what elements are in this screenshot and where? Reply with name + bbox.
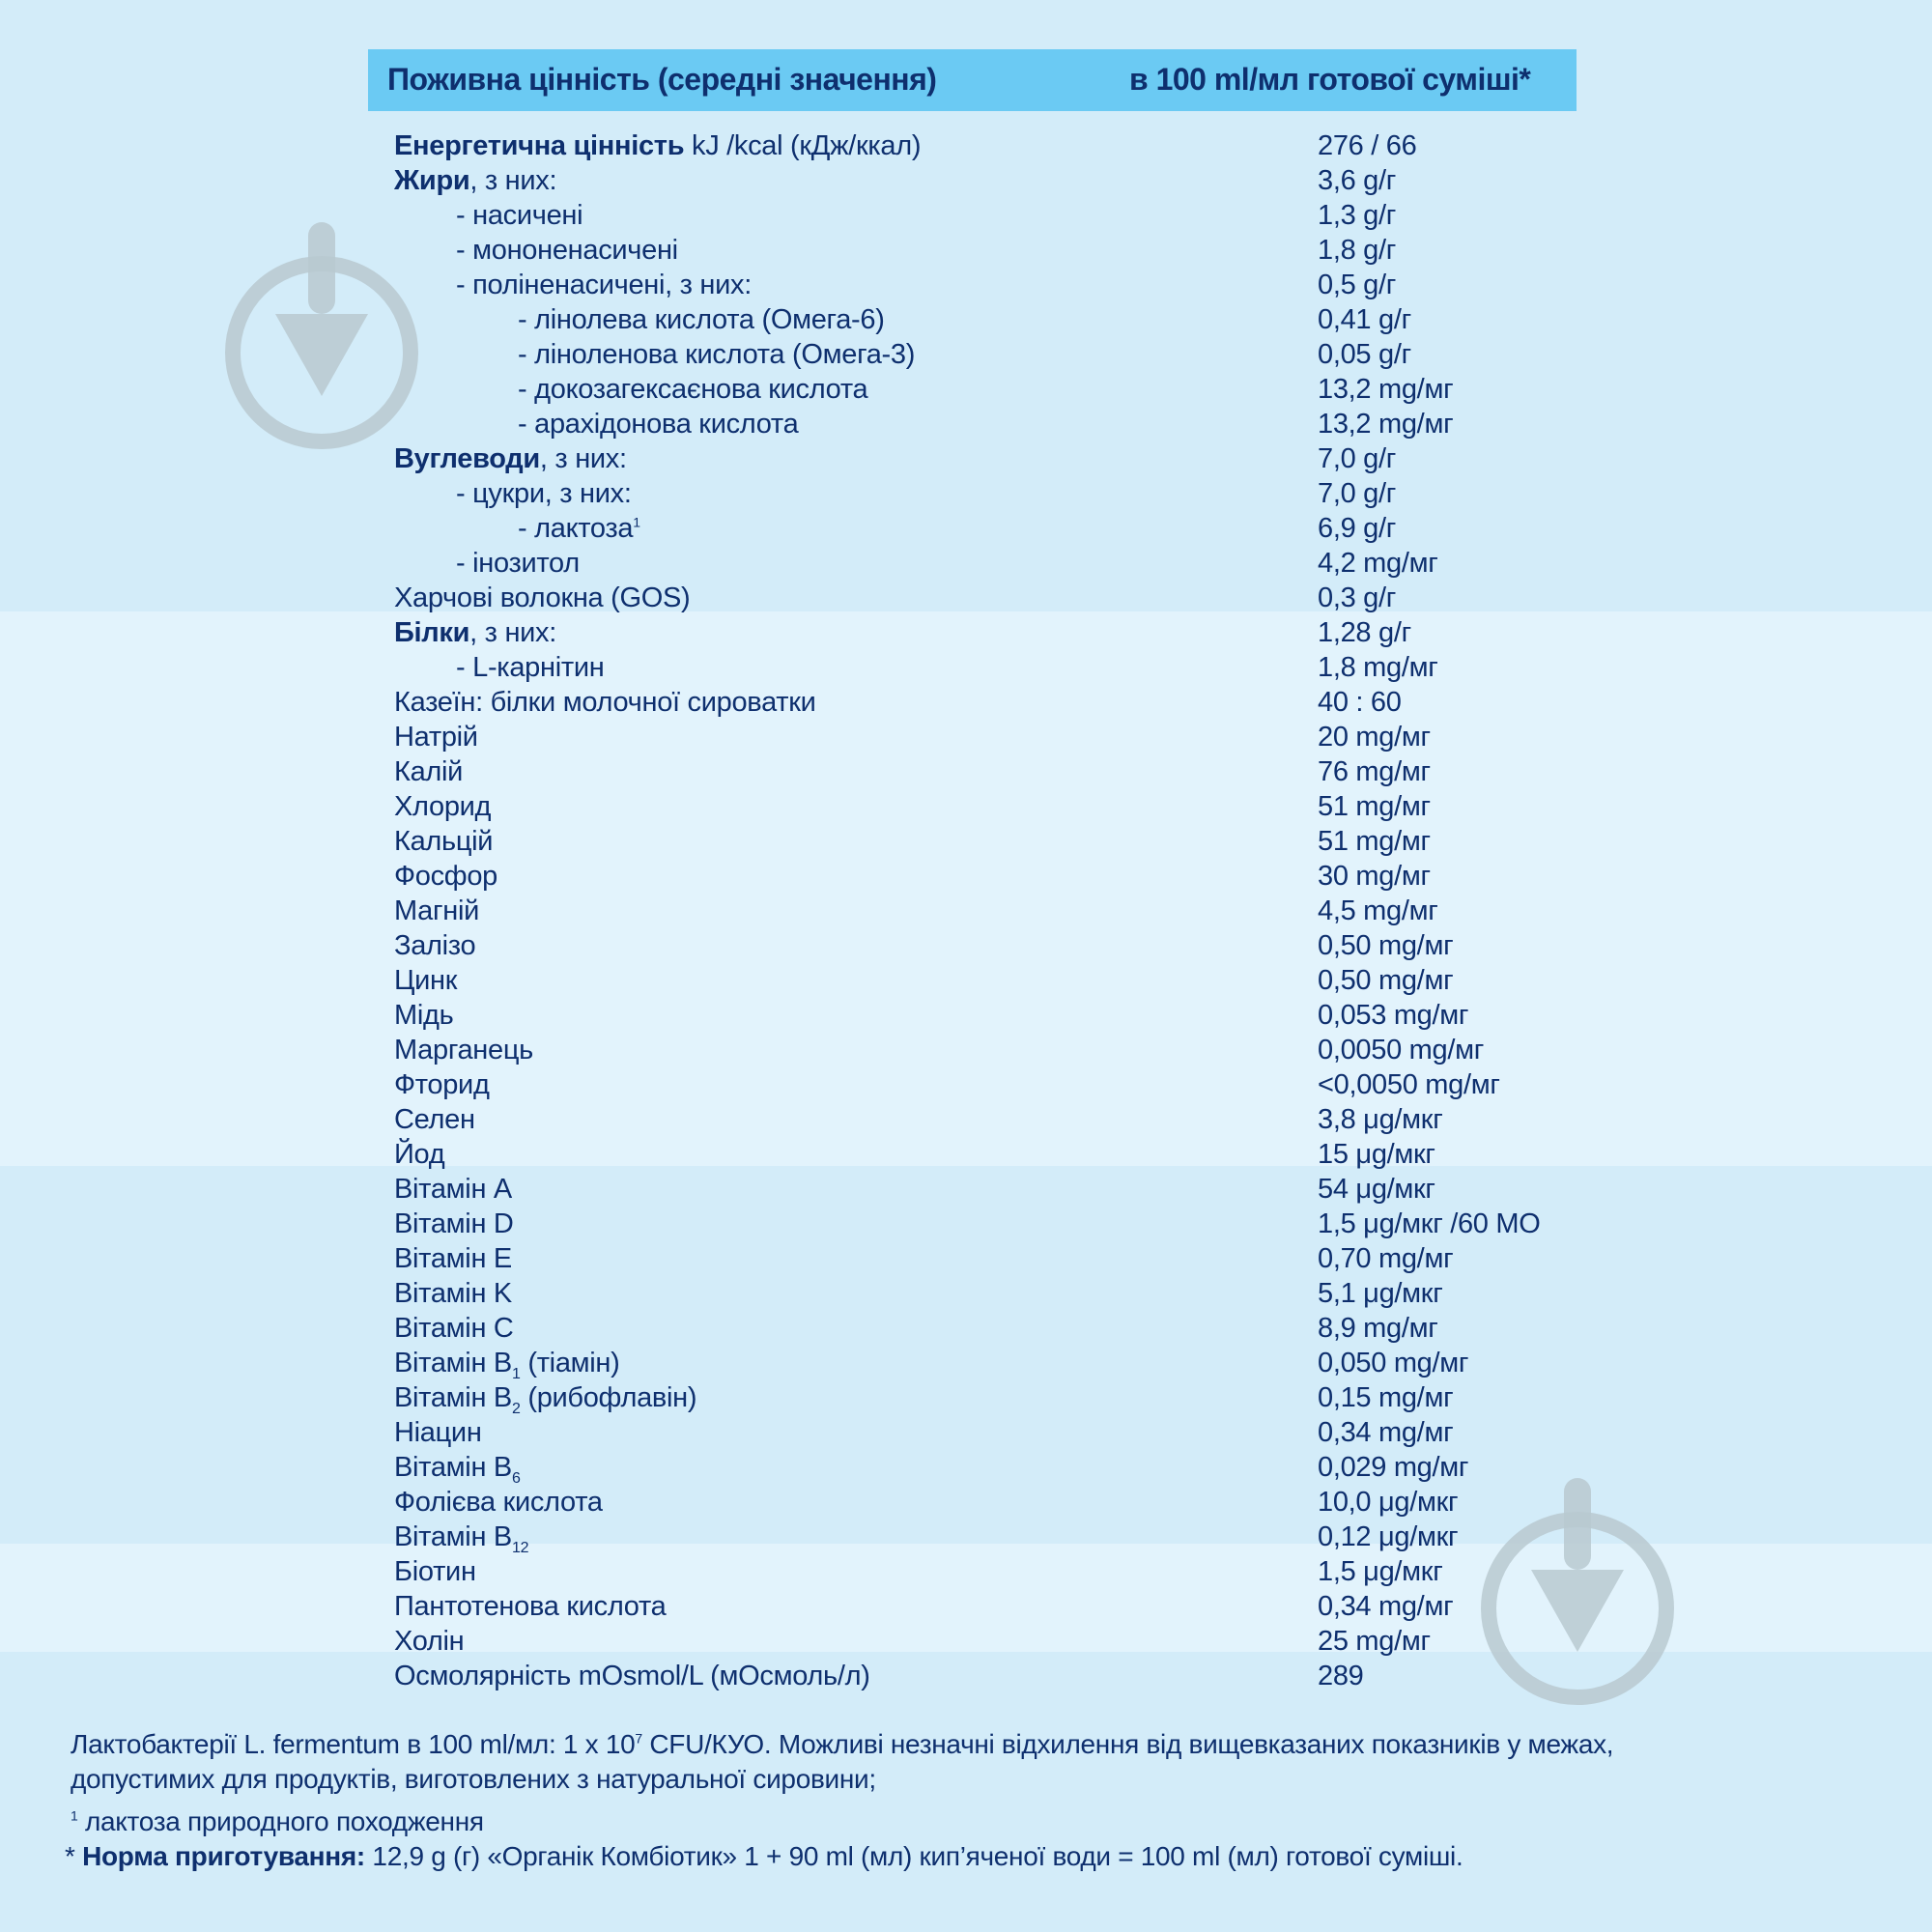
nutrient-value: 1,8 mg/мг	[1318, 652, 1438, 683]
nutrient-value: 40 : 60	[1318, 687, 1402, 718]
table-row	[394, 1033, 1592, 1067]
nutrient-value: 4,2 mg/мг	[1318, 548, 1438, 579]
table-row	[394, 1241, 1592, 1276]
nutrient-value: 25 mg/мг	[1318, 1626, 1431, 1657]
nutrient-name: Фосфор	[394, 861, 497, 892]
nutrient-value: 13,2 mg/мг	[1318, 374, 1454, 405]
table-row	[394, 1207, 1592, 1241]
footnotes	[65, 1727, 1887, 1874]
nutrient-name: Вітамін D	[394, 1208, 514, 1239]
table-row	[394, 581, 1592, 615]
table-row	[394, 511, 1592, 546]
nutrient-name: - ліноленова кислота (Омега-3)	[518, 339, 916, 370]
table-row	[394, 998, 1592, 1033]
nutrient-value: 0,41 g/г	[1318, 304, 1411, 335]
nutrient-value: 20 mg/мг	[1318, 722, 1431, 753]
nutrient-value: 0,34 mg/мг	[1318, 1591, 1454, 1622]
nutrient-name: Білки, з них:	[394, 617, 557, 648]
nutrient-name: - цукри, з них:	[456, 478, 632, 509]
nutrient-name: Пантотенова кислота	[394, 1591, 667, 1622]
table-header	[368, 49, 1577, 111]
nutrient-name: Калій	[394, 756, 464, 787]
table-row	[394, 1172, 1592, 1207]
nutrient-name: Вітамін А	[394, 1174, 512, 1205]
table-row	[394, 615, 1592, 650]
nutrient-value: 0,05 g/г	[1318, 339, 1411, 370]
table-row	[394, 546, 1592, 581]
table-row	[394, 163, 1592, 198]
nutrient-name: Вітамін E	[394, 1243, 512, 1274]
table-row	[394, 963, 1592, 998]
nutrient-name: Магній	[394, 895, 480, 926]
table-row	[394, 268, 1592, 302]
nutrient-name: - L-карнітин	[456, 652, 605, 683]
nutrient-name: - докозагексаєнова кислота	[518, 374, 868, 405]
nutrient-name: - насичені	[456, 200, 583, 231]
nutrient-name: Вуглеводи, з них:	[394, 443, 627, 474]
nutrient-value: 1,5 μg/мкг /60 МО	[1318, 1208, 1541, 1239]
table-row	[394, 650, 1592, 685]
nutrient-value: 1,8 g/г	[1318, 235, 1397, 266]
table-row	[394, 754, 1592, 789]
nutrient-name: Фолієва кислота	[394, 1487, 603, 1518]
table-row	[394, 685, 1592, 720]
header-per-100ml-column: в 100 ml/мл готової суміші*	[1129, 62, 1531, 97]
nutrient-name: Ніацин	[394, 1417, 482, 1448]
nutrient-value: 276 / 66	[1318, 130, 1417, 161]
table-row	[394, 789, 1592, 824]
footnote-lactobacteria: Лактобактерії L. fermentum в 100 ml/мл: 1 x $10^7$ CFU/КУО. Можливі незначні відхилення від вищевказаних показників у межах,	[71, 1729, 1614, 1759]
nutrient-name: - інозитол	[456, 548, 580, 579]
nutrient-value: 1,5 μg/мкг	[1318, 1556, 1443, 1587]
nutrient-name: Фторид	[394, 1069, 490, 1100]
table-row	[394, 337, 1592, 372]
nutrient-value: 13,2 mg/мг	[1318, 409, 1454, 440]
nutrient-value: 0,50 mg/мг	[1318, 930, 1454, 961]
table-row	[394, 720, 1592, 754]
nutrient-value: 1,3 g/г	[1318, 200, 1397, 231]
nutrient-value: 0,15 mg/мг	[1318, 1382, 1454, 1413]
table-row	[394, 233, 1592, 268]
nutrient-name: Харчові волокна (GOS)	[394, 582, 691, 613]
nutrient-name: Вітамін $B_6$	[394, 1452, 521, 1487]
nutrient-value: 0,50 mg/мг	[1318, 965, 1454, 996]
nutrient-name: Залізо	[394, 930, 476, 961]
nutrient-value: 0,050 mg/мг	[1318, 1348, 1469, 1378]
nutrient-name: Мідь	[394, 1000, 454, 1031]
nutrient-value: 51 mg/мг	[1318, 791, 1431, 822]
nutrient-name: - поліненасичені, з них:	[456, 270, 752, 300]
nutrient-name: Вітамін K	[394, 1278, 512, 1309]
table-row	[394, 1276, 1592, 1311]
nutrient-value: 6,9 g/г	[1318, 513, 1397, 544]
nutrient-value: 0,5 g/г	[1318, 270, 1397, 300]
table-row	[394, 1450, 1592, 1485]
nutrient-name: Вітамін C	[394, 1313, 514, 1344]
nutrient-value: 3,6 g/г	[1318, 165, 1397, 196]
nutrient-name: Кальцій	[394, 826, 494, 857]
nutrient-value: 0,053 mg/мг	[1318, 1000, 1469, 1031]
nutrient-value: 0,029 mg/мг	[1318, 1452, 1469, 1483]
nutrient-name: Вітамін $B_2$ (рибофлавін)	[394, 1382, 697, 1417]
table-row	[394, 859, 1592, 894]
footnote-preparation: * Норма приготування: 12,9 g (г) «Органік Комбіотик» 1 + 90 ml (мл) кип’яченої води = 100 ml (мл) готової суміші.	[65, 1841, 1463, 1871]
table-row	[394, 1659, 1592, 1693]
table-row	[394, 1102, 1592, 1137]
nutrient-value: 5,1 μg/мкг	[1318, 1278, 1443, 1309]
nutrient-name: Хлорид	[394, 791, 492, 822]
nutrient-name: - арахідонова кислота	[518, 409, 799, 440]
table-row	[394, 128, 1592, 163]
header-nutrient-column: Поживна цінність (середні значення)	[387, 62, 937, 97]
nutrient-value: <0,0050 mg/мг	[1318, 1069, 1500, 1100]
nutrient-name: Вітамін $B_1$ (тіамін)	[394, 1348, 620, 1382]
nutrition-table	[394, 128, 1592, 1693]
nutrient-value: 30 mg/мг	[1318, 861, 1431, 892]
nutrient-name: Натрій	[394, 722, 478, 753]
table-row	[394, 302, 1592, 337]
nutrient-name: - мононенасичені	[456, 235, 678, 266]
nutrient-name: - лактоза$^1$	[518, 513, 640, 544]
nutrient-value: 76 mg/мг	[1318, 756, 1431, 787]
table-row	[394, 476, 1592, 511]
nutrient-value: 10,0 μg/мкг	[1318, 1487, 1459, 1518]
nutrient-value: 4,5 mg/мг	[1318, 895, 1438, 926]
table-row	[394, 1589, 1592, 1624]
table-row	[394, 407, 1592, 441]
nutrient-value: 15 μg/мкг	[1318, 1139, 1435, 1170]
nutrient-name: Холін	[394, 1626, 465, 1657]
footnote-lactobacteria-cont: допустимих для продуктів, виготовлених з натуральної сировини;	[71, 1764, 876, 1794]
table-row	[394, 441, 1592, 476]
nutrient-name: Селен	[394, 1104, 475, 1135]
nutrient-value: 0,12 μg/мкг	[1318, 1521, 1459, 1552]
nutrient-name: Енергетична цінність kJ /kcal (кДж/ккал)	[394, 130, 922, 161]
nutrient-name: Осмолярність mOsmol/L (мОсмоль/л)	[394, 1661, 870, 1691]
nutrient-value: 54 μg/мкг	[1318, 1174, 1435, 1205]
table-row	[394, 198, 1592, 233]
table-row	[394, 1311, 1592, 1346]
table-row	[394, 1624, 1592, 1659]
nutrient-name: Вітамін $B_{12}$	[394, 1521, 529, 1556]
nutrient-name: Йод	[394, 1139, 445, 1170]
nutrient-name: - лінолева кислота (Омега-6)	[518, 304, 885, 335]
nutrient-name: Біотин	[394, 1556, 476, 1587]
nutrient-value: 0,34 mg/мг	[1318, 1417, 1454, 1448]
table-row	[394, 1380, 1592, 1415]
nutrient-name: Марганець	[394, 1035, 533, 1065]
nutrient-value: 0,0050 mg/мг	[1318, 1035, 1485, 1065]
table-row	[394, 824, 1592, 859]
table-row	[394, 1346, 1592, 1380]
down-arrow-watermark-icon	[225, 222, 418, 454]
table-row	[394, 1067, 1592, 1102]
footnote-lactose: $^1$ лактоза природного походження	[71, 1806, 484, 1836]
nutrient-value: 3,8 μg/мкг	[1318, 1104, 1443, 1135]
table-row	[394, 894, 1592, 928]
nutrient-value: 0,3 g/г	[1318, 582, 1397, 613]
table-row	[394, 1520, 1592, 1554]
table-row	[394, 928, 1592, 963]
nutrient-value: 7,0 g/г	[1318, 443, 1397, 474]
nutrient-name: Цинк	[394, 965, 458, 996]
nutrient-value: 0,70 mg/мг	[1318, 1243, 1454, 1274]
nutrient-value: 289	[1318, 1661, 1364, 1691]
nutrient-value: 51 mg/мг	[1318, 826, 1431, 857]
nutrient-name: Жири, з них:	[394, 165, 557, 196]
nutrient-value: 7,0 g/г	[1318, 478, 1397, 509]
table-row	[394, 1137, 1592, 1172]
nutrient-value: 1,28 g/г	[1318, 617, 1411, 648]
table-row	[394, 1415, 1592, 1450]
table-row	[394, 1485, 1592, 1520]
nutrient-name: Казеїн: білки молочної сироватки	[394, 687, 816, 718]
table-row	[394, 372, 1592, 407]
nutrient-value: 8,9 mg/мг	[1318, 1313, 1438, 1344]
table-row	[394, 1554, 1592, 1589]
